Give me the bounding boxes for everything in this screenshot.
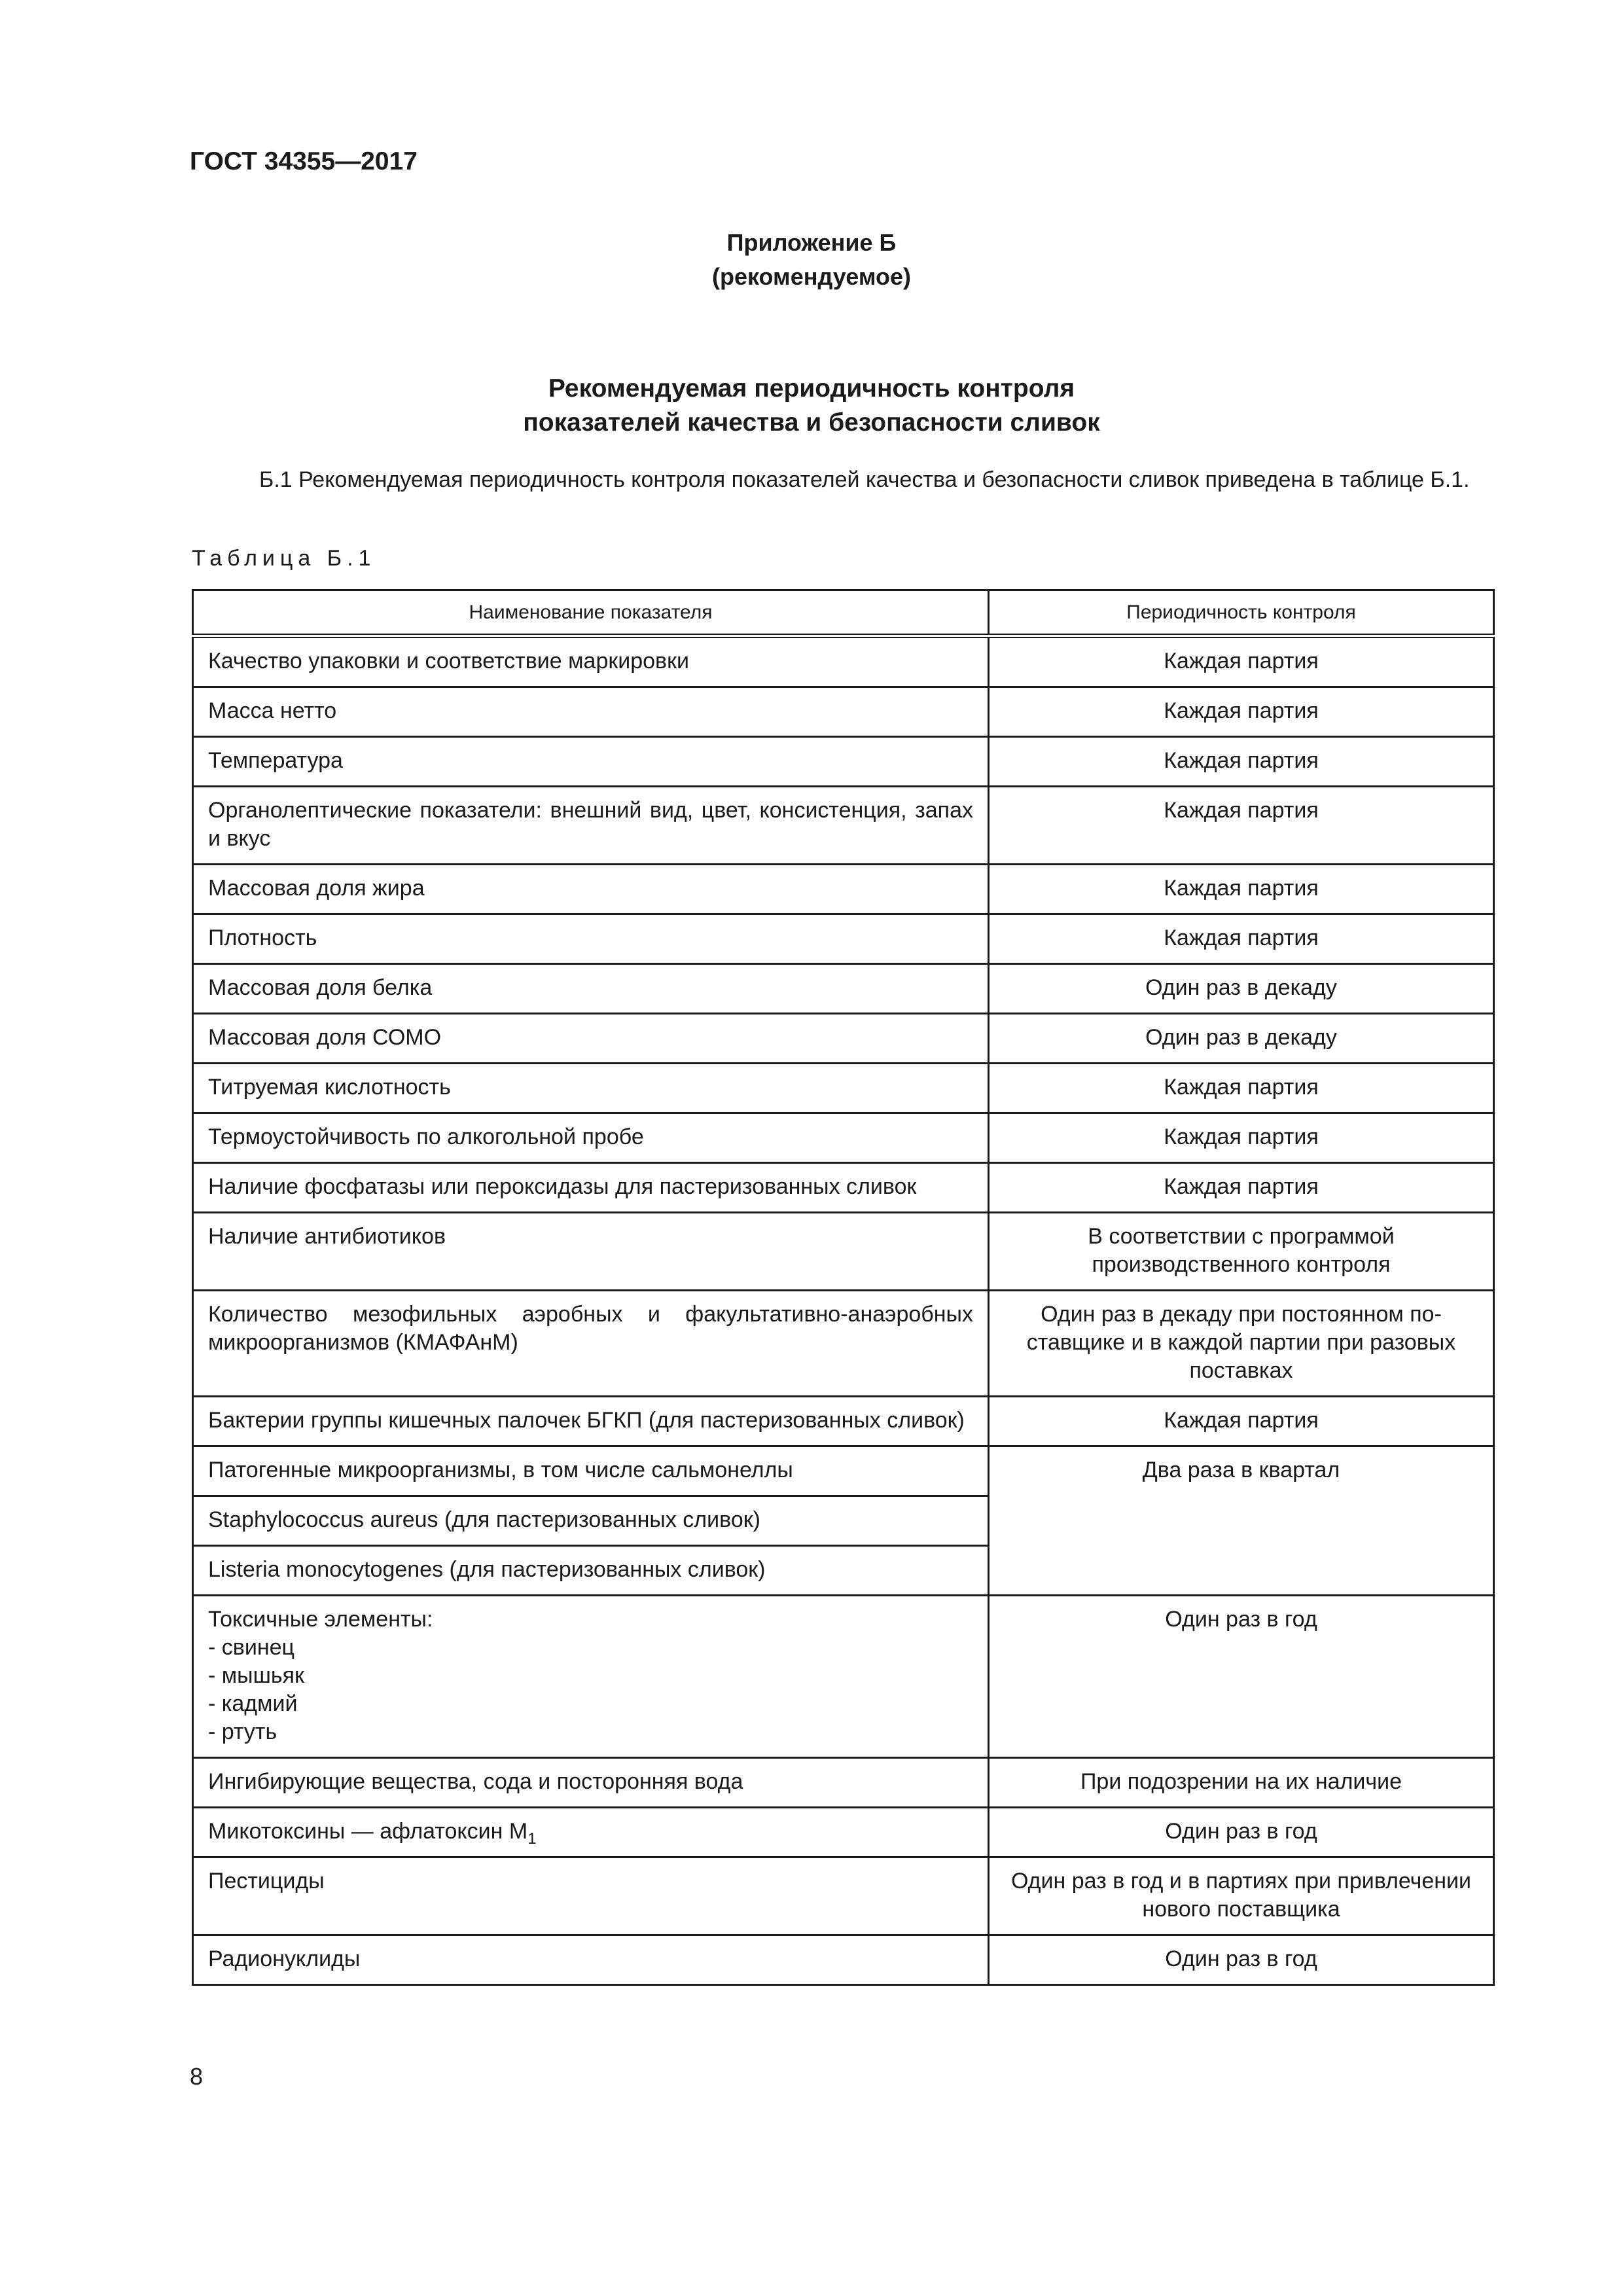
control-frequency: Один раз в декаду xyxy=(989,964,1494,1014)
control-frequency: Каждая партия xyxy=(989,787,1494,865)
table-row xyxy=(193,737,1494,787)
section-title-line-2: показателей качества и безопасности сливок xyxy=(523,408,1100,437)
control-frequency: Каждая партия xyxy=(989,687,1494,737)
page-number: 8 xyxy=(190,2063,204,2090)
control-frequency: При подозрении на их наличие xyxy=(989,1758,1494,1808)
table-row xyxy=(193,1163,1494,1213)
indicator-name: Титруемая кислотность xyxy=(193,1064,989,1113)
indicator-name: Наличие фосфатазы или пероксидазы для пастеризованных сливок xyxy=(193,1163,989,1213)
control-frequency: Один раз в декаду xyxy=(989,1014,1494,1064)
indicator-name: Пестициды xyxy=(193,1857,989,1935)
indicator-name: Количество мезофильных аэробных и факультативно-анаэробных микроорганизмов (КМАФАнМ) xyxy=(193,1291,989,1397)
document-code: ГОСТ 34355—2017 xyxy=(190,147,418,175)
table-row xyxy=(193,964,1494,1014)
header-control-frequency: Периодичность контроля xyxy=(989,590,1494,636)
control-frequency: Один раз в год xyxy=(989,1596,1494,1758)
indicator-name: Ингибирующие вещества, сода и посторонняя вода xyxy=(193,1758,989,1808)
table-row xyxy=(193,865,1494,914)
indicator-name: Listeria monocytogenes (для пастеризованных сливок) xyxy=(193,1546,989,1596)
indicator-name-text: Микотоксины — афлатоксин M xyxy=(208,1819,528,1844)
table-row xyxy=(193,1014,1494,1064)
table-row xyxy=(193,1857,1494,1935)
table-row xyxy=(193,636,1494,687)
section-title xyxy=(0,372,1623,440)
indicator-name: Температура xyxy=(193,737,989,787)
table-row xyxy=(193,687,1494,737)
control-frequency: Один раз в год xyxy=(989,1935,1494,1985)
control-frequency: Один раз в год xyxy=(989,1808,1494,1857)
control-frequency: В соответствии с программой производственного контроля xyxy=(989,1213,1494,1291)
control-frequency: Каждая партия xyxy=(989,737,1494,787)
indicator-name: Массовая доля белка xyxy=(193,964,989,1014)
indicator-name: Патогенные микроорганизмы, в том числе сальмонеллы xyxy=(193,1446,989,1496)
table-header-row xyxy=(193,590,1494,636)
appendix-type: (рекомендуемое) xyxy=(712,263,911,290)
indicator-name: Бактерии группы кишечных палочек БГКП (для пастеризованных сливок) xyxy=(193,1397,989,1446)
control-frequency: Каждая партия xyxy=(989,865,1494,914)
control-frequency: Один раз в год и в партиях при привлечении нового поставщика xyxy=(989,1857,1494,1935)
appendix-title: Приложение Б xyxy=(726,229,897,256)
table-row xyxy=(193,1446,1494,1496)
header-indicator-name: Наименование показателя xyxy=(193,590,989,636)
intro-paragraph: Б.1 Рекомендуемая периодичность контроля показателей качества и безопасности сливок приведена в таблице Б.1. xyxy=(259,467,1470,492)
frequency-table xyxy=(192,589,1495,1986)
control-frequency: Каждая партия xyxy=(989,1113,1494,1163)
indicator-name: Органолептические показатели: внешний вид, цвет, консистенция, запах и вкус xyxy=(193,787,989,865)
appendix-heading xyxy=(0,226,1623,294)
indicator-name: Качество упаковки и соответствие маркировки xyxy=(193,636,989,687)
table-row xyxy=(193,1596,1494,1758)
control-frequency: Каждая партия xyxy=(989,914,1494,964)
indicator-name: Радионуклиды xyxy=(193,1935,989,1985)
table-caption: Таблица Б.1 xyxy=(192,546,376,571)
indicator-name: Плотность xyxy=(193,914,989,964)
indicator-name xyxy=(193,1808,989,1857)
table-row xyxy=(193,1935,1494,1985)
control-frequency: Каждая партия xyxy=(989,636,1494,687)
table-row xyxy=(193,1213,1494,1291)
indicator-name: Наличие антибиотиков xyxy=(193,1213,989,1291)
table-row xyxy=(193,1064,1494,1113)
section-title-line-1: Рекомендуемая периодичность контроля xyxy=(548,374,1075,403)
table-row xyxy=(193,1113,1494,1163)
table-row xyxy=(193,1808,1494,1857)
control-frequency: Каждая партия xyxy=(989,1397,1494,1446)
indicator-name: Массовая доля жира xyxy=(193,865,989,914)
table-row xyxy=(193,1758,1494,1808)
indicator-name: Массовая доля СОМО xyxy=(193,1014,989,1064)
indicator-name: Staphylococcus aureus (для пастеризованных сливок) xyxy=(193,1496,989,1546)
indicator-name: Токсичные элементы: - свинец - мышьяк - кадмий - ртуть xyxy=(193,1596,989,1758)
table-row xyxy=(193,1291,1494,1397)
control-frequency: Два раза в квартал xyxy=(989,1446,1494,1596)
subscript: 1 xyxy=(527,1830,537,1848)
control-frequency: Каждая партия xyxy=(989,1163,1494,1213)
table-row xyxy=(193,914,1494,964)
control-frequency: Каждая партия xyxy=(989,1064,1494,1113)
control-frequency: Один раз в декаду при постоянном поставщике и в каждой партии при разовых поставках xyxy=(989,1291,1494,1397)
indicator-name: Масса нетто xyxy=(193,687,989,737)
table-row xyxy=(193,787,1494,865)
indicator-name: Термоустойчивость по алкогольной пробе xyxy=(193,1113,989,1163)
table-row xyxy=(193,1397,1494,1446)
